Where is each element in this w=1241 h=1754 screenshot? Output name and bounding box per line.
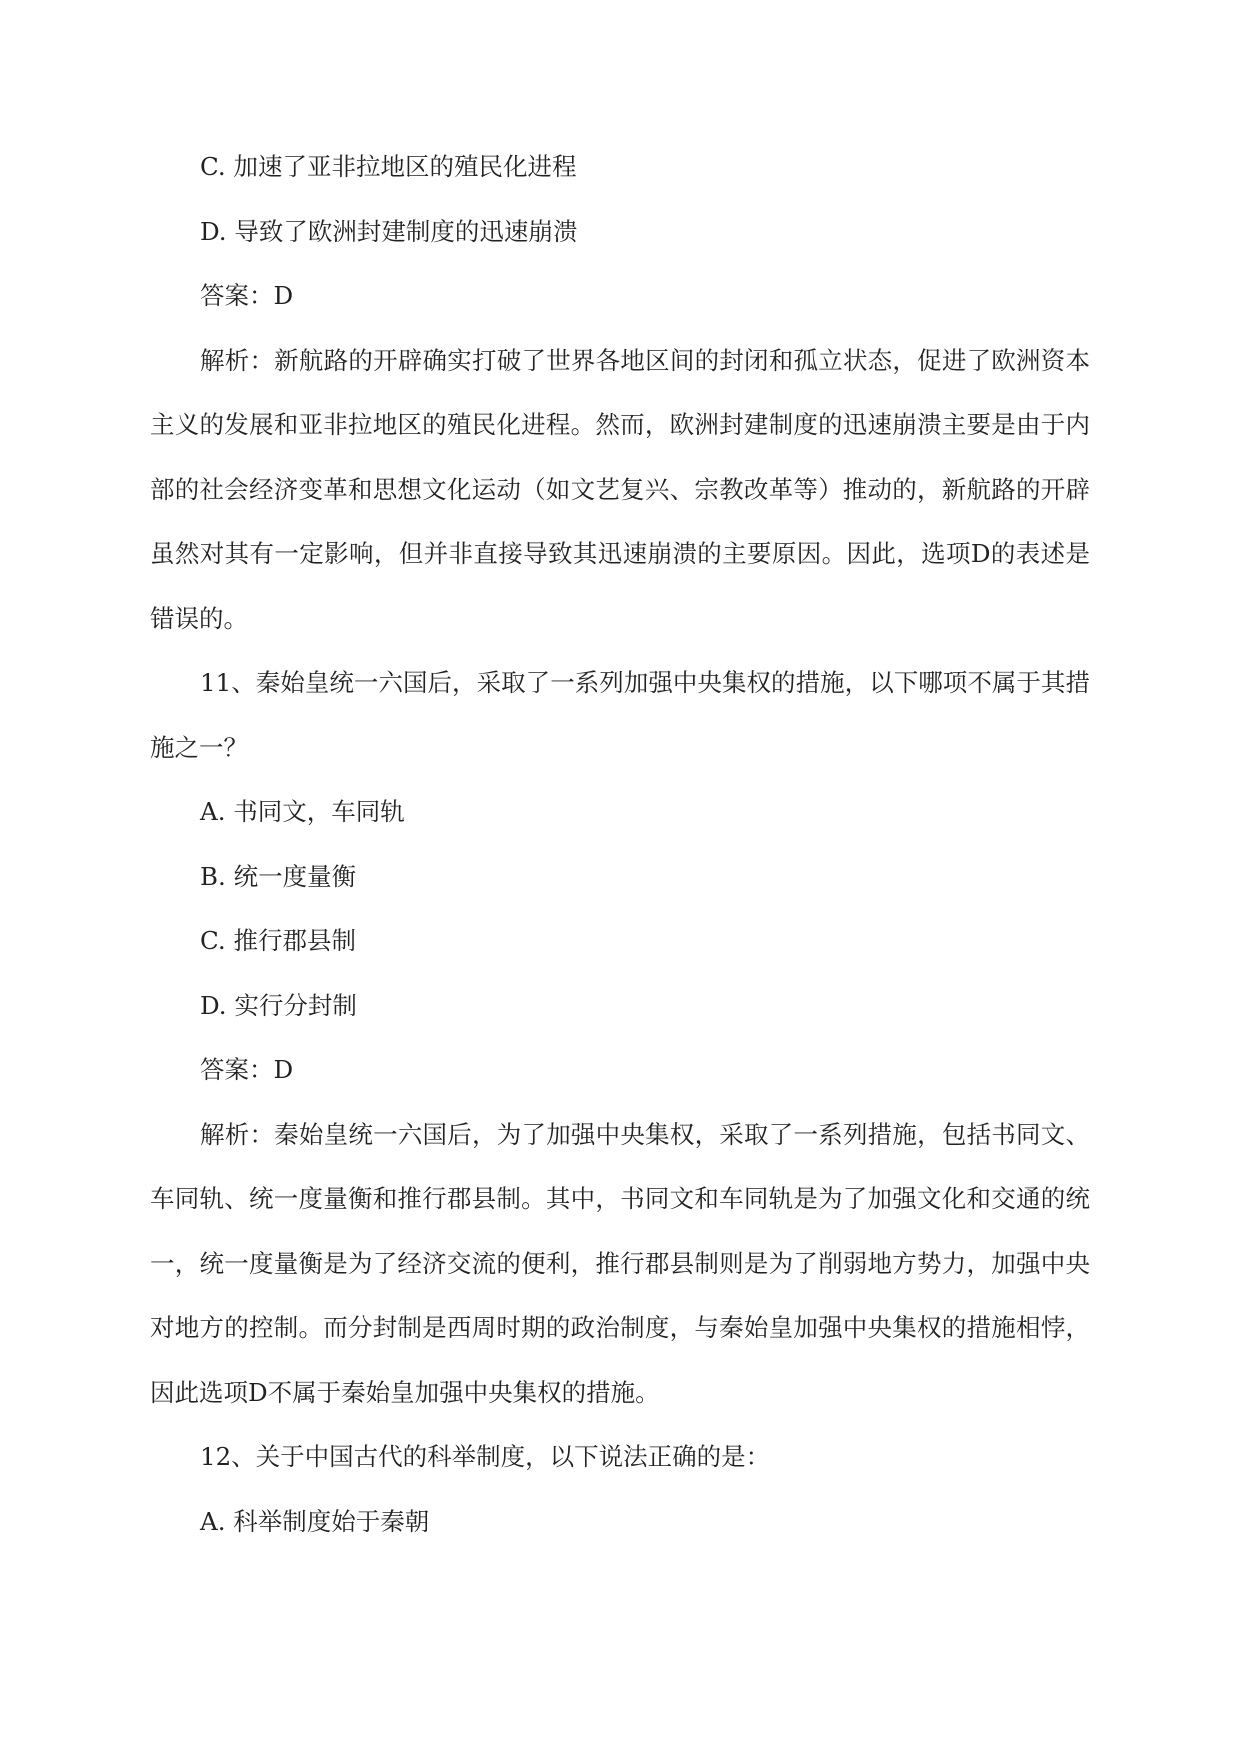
text-line: 解析：秦始皇统一六国后，为了加强中央集权，采取了一系列措施，包括书同文、 [200,1119,1090,1149]
text-line: 解析：新航路的开辟确实打破了世界各地区间的封闭和孤立状态，促进了欧洲资本 [200,345,1090,375]
text-line: 错误的。 [150,603,248,633]
text-line: C. 加速了亚非拉地区的殖民化进程 [200,152,577,181]
text-line: B. 统一度量衡 [200,861,357,891]
text-line: 部的社会经济变革和思想文化运动（如文艺复兴、宗教改革等）推动的，新航路的开辟 [150,474,1090,504]
text-line: A. 科举制度始于秦朝 [200,1506,430,1536]
text-line: A. 书同文，车同轨 [200,797,405,826]
text-line: 12、关于中国古代的科举制度，以下说法正确的是： [200,1442,771,1471]
text-line: 虽然对其有一定影响，但并非直接导致其迅速崩溃的主要原因。因此，选项D的表述是 [150,539,1090,568]
text-line: 车同轨、统一度量衡和推行郡县制。其中，书同文和车同轨是为了加强文化和交通的统 [150,1184,1090,1213]
text-line: 对地方的控制。而分封制是西周时期的政治制度，与秦始皇加强中央集权的措施相悖， [150,1313,1090,1342]
text-line: 答案：D [200,1055,294,1084]
text-line: 11、秦始皇统一六国后，采取了一系列加强中央集权的措施，以下哪项不属于其措 [200,668,1090,697]
document-body [150,135,1090,1554]
text-line: 施之一？ [150,732,248,762]
text-line: C. 推行郡县制 [200,926,356,955]
text-line: D. 实行分封制 [200,990,357,1020]
text-line: 主义的发展和亚非拉地区的殖民化进程。然而，欧洲封建制度的迅速崩溃主要是由于内 [150,410,1090,439]
text-line: 答案：D [200,281,294,310]
text-line: D. 导致了欧洲封建制度的迅速崩溃 [200,216,578,246]
text-line: 因此选项D不属于秦始皇加强中央集权的措施。 [150,1377,660,1407]
text-line: 一，统一度量衡是为了经济交流的便利，推行郡县制则是为了削弱地方势力，加强中央 [150,1248,1090,1278]
